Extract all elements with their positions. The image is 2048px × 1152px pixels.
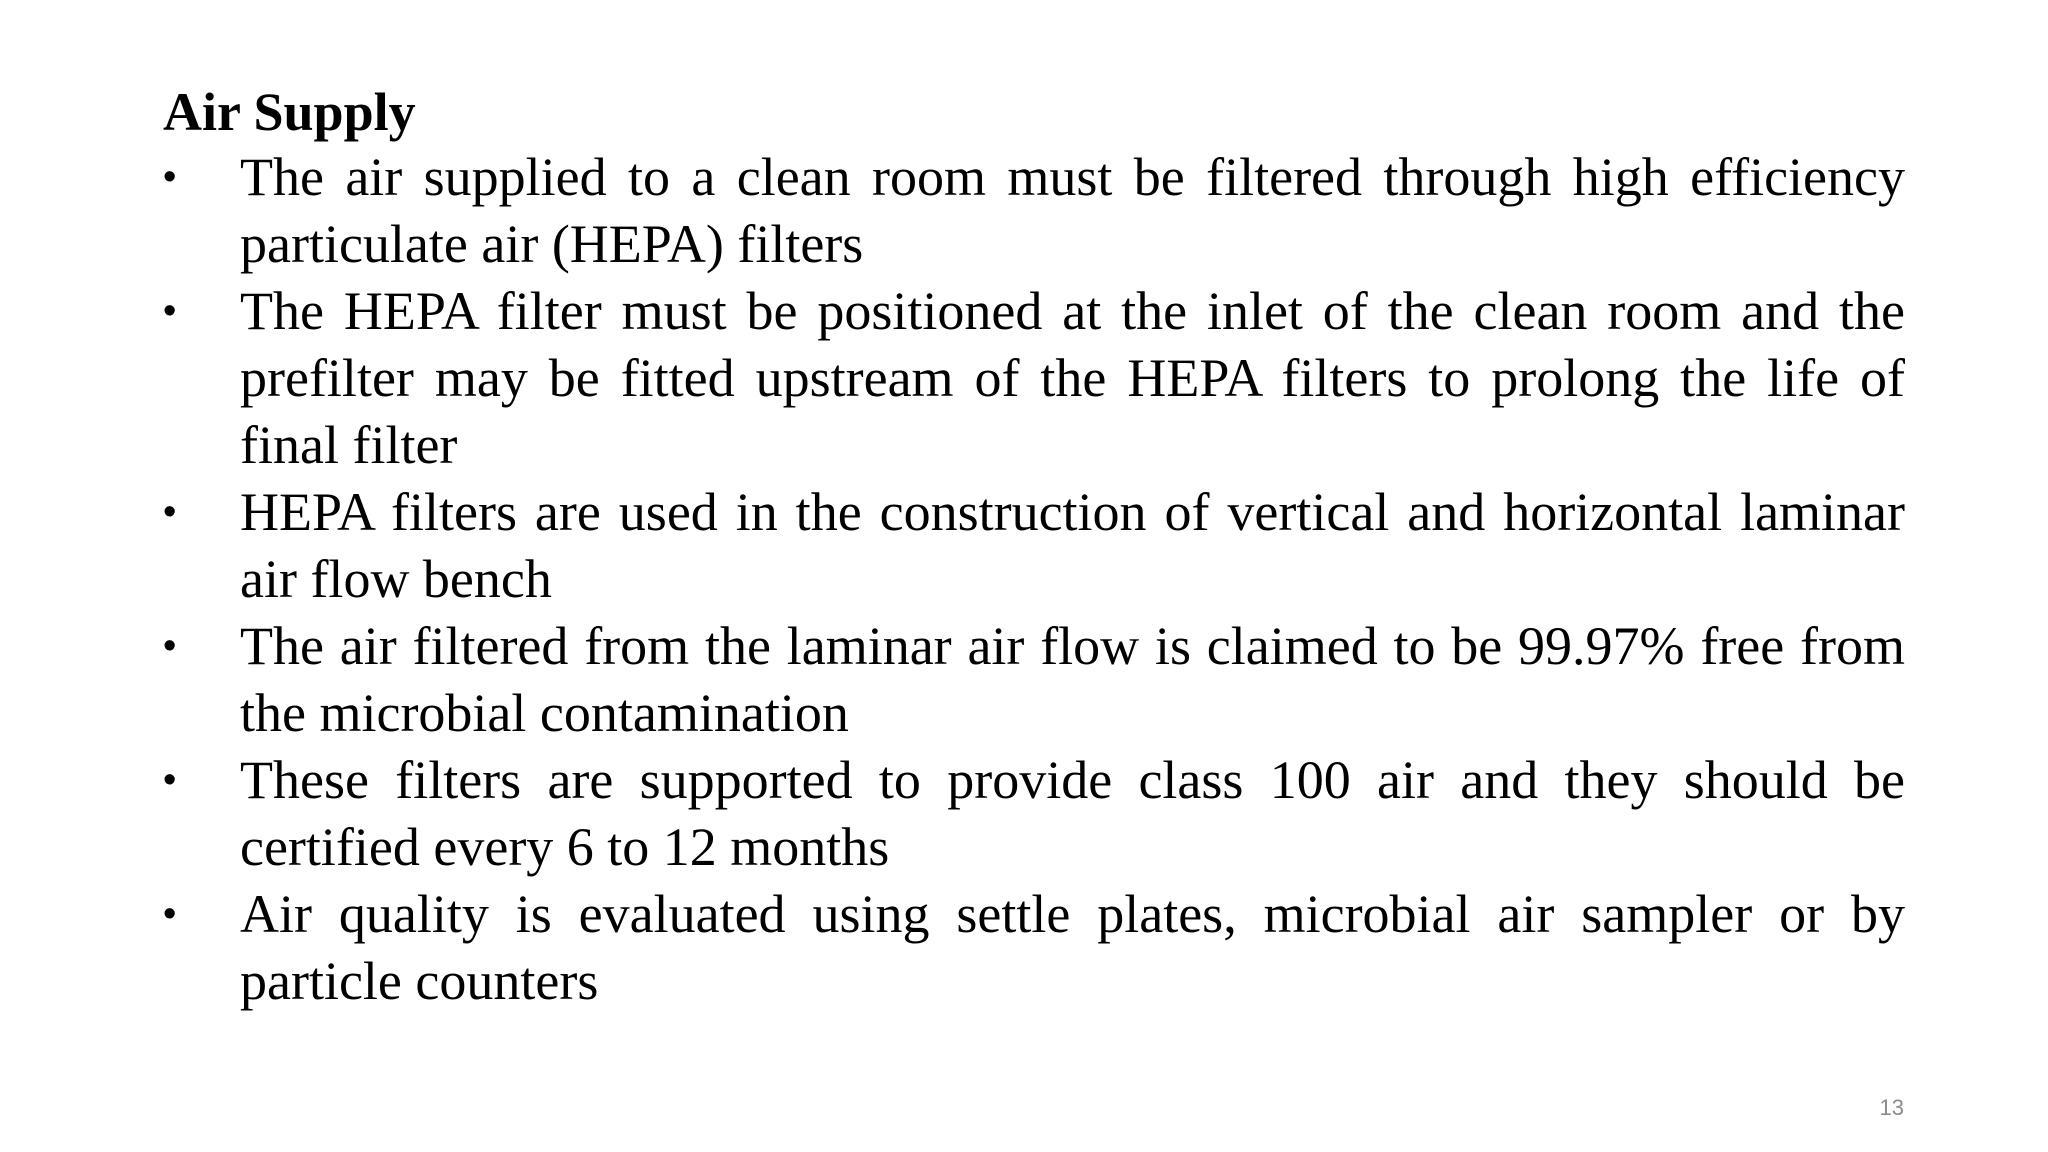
page-number: 13 — [1879, 1095, 1904, 1120]
bullet-marker: • — [163, 491, 177, 533]
slide-content — [163, 80, 1905, 1015]
bullet-text: Air quality is evaluated using settle plates, microbial air sampler or by particle counters — [240, 884, 1905, 1011]
bullet-text: These filters are supported to provide class 100 air and they should be certified every 6 to 12 months — [240, 750, 1905, 877]
bullet-marker: • — [163, 156, 177, 198]
bullet-text: HEPA filters are used in the construction of vertical and horizontal laminar air flow bench — [240, 482, 1905, 609]
bullet-item — [163, 479, 1905, 613]
bullet-text: The air supplied to a clean room must be filtered through high efficiency particulate air (HEPA) filters — [240, 147, 1905, 274]
bullet-marker: • — [163, 759, 177, 801]
bullet-text: The HEPA filter must be positioned at the inlet of the clean room and the prefilter may be fitted upstream of the HEPA filters to prolong the life of final filter — [240, 281, 1905, 475]
bullet-list — [163, 144, 1905, 1015]
bullet-marker: • — [163, 893, 177, 935]
slide-heading: Air Supply — [163, 82, 416, 142]
bullet-item — [163, 144, 1905, 278]
bullet-marker: • — [163, 625, 177, 667]
bullet-item — [163, 613, 1905, 747]
bullet-marker: • — [163, 290, 177, 332]
bullet-text: The air filtered from the laminar air flow is claimed to be 99.97% free from the microbial contamination — [240, 616, 1905, 743]
bullet-item — [163, 881, 1905, 1015]
bullet-item — [163, 747, 1905, 881]
bullet-item — [163, 278, 1905, 479]
